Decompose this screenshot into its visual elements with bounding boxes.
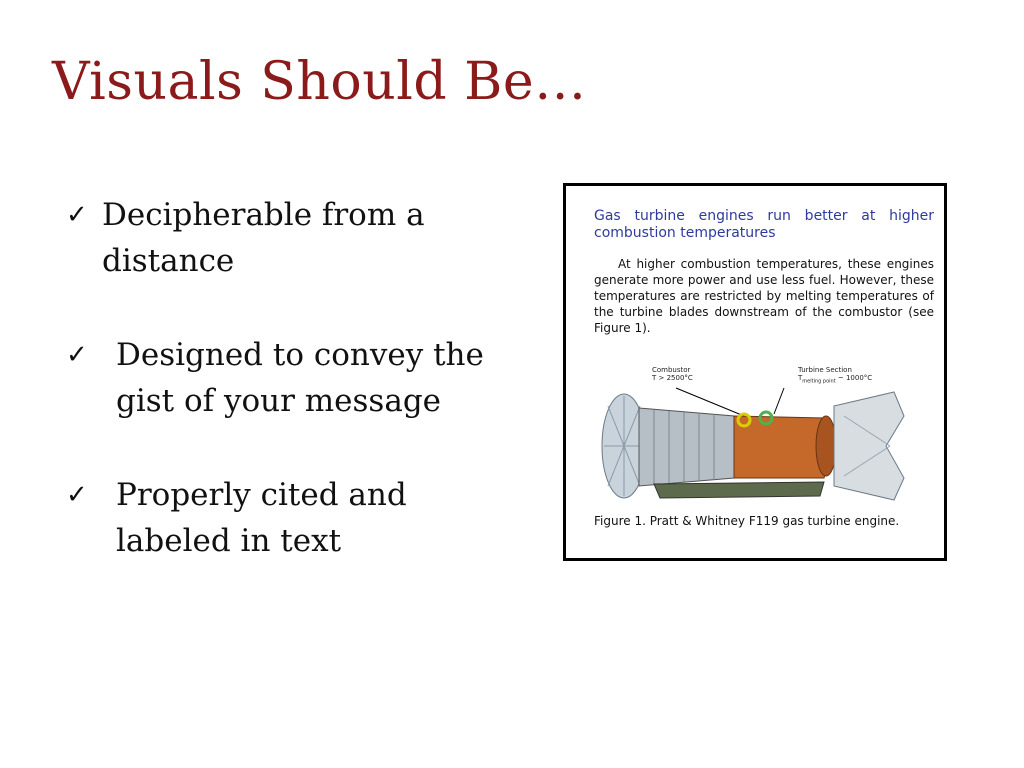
turbine-label-t: T	[798, 374, 803, 382]
checkmark-icon: ✓	[66, 480, 88, 510]
combustor-label	[652, 366, 693, 382]
checkmark-icon: ✓	[66, 200, 88, 230]
bullet-item	[66, 192, 486, 284]
turbine-label-value: ~ 1000°C	[835, 374, 873, 382]
bullet-list	[66, 192, 486, 564]
turbine-label-title: Turbine Section	[798, 366, 852, 374]
jet-engine-cutaway-illustration	[594, 386, 914, 506]
combustor-label-title: Combustor	[652, 366, 691, 374]
bullet-item	[66, 472, 486, 564]
turbine-label-temp	[798, 374, 872, 385]
slide-title: Visuals Should Be…	[52, 52, 587, 112]
figure-caption: Figure 1. Pratt & Whitney F119 gas turbine engine.	[594, 514, 900, 528]
figure-body-text: At higher combustion temperatures, these engines generate more power and use less fuel. However, these temperatures are restricted by melting temperatures of the turbine blades downstream of the combustor (see Figure 1).	[594, 257, 934, 335]
turbine-label	[798, 366, 872, 385]
figure-frame	[563, 183, 947, 561]
bullet-item	[66, 332, 486, 424]
checkmark-icon: ✓	[66, 340, 88, 370]
combustor-label-temp: T > 2500°C	[652, 374, 693, 382]
figure-heading: Gas turbine engines run better at higher combustion temperatures	[594, 208, 934, 241]
bullet-text: Designed to convey the gist of your message	[116, 337, 484, 419]
turbine-label-sub: melting point	[802, 378, 836, 385]
bullet-text: Decipherable from a distance	[102, 197, 425, 279]
bullet-text: Properly cited and labeled in text	[116, 477, 407, 559]
